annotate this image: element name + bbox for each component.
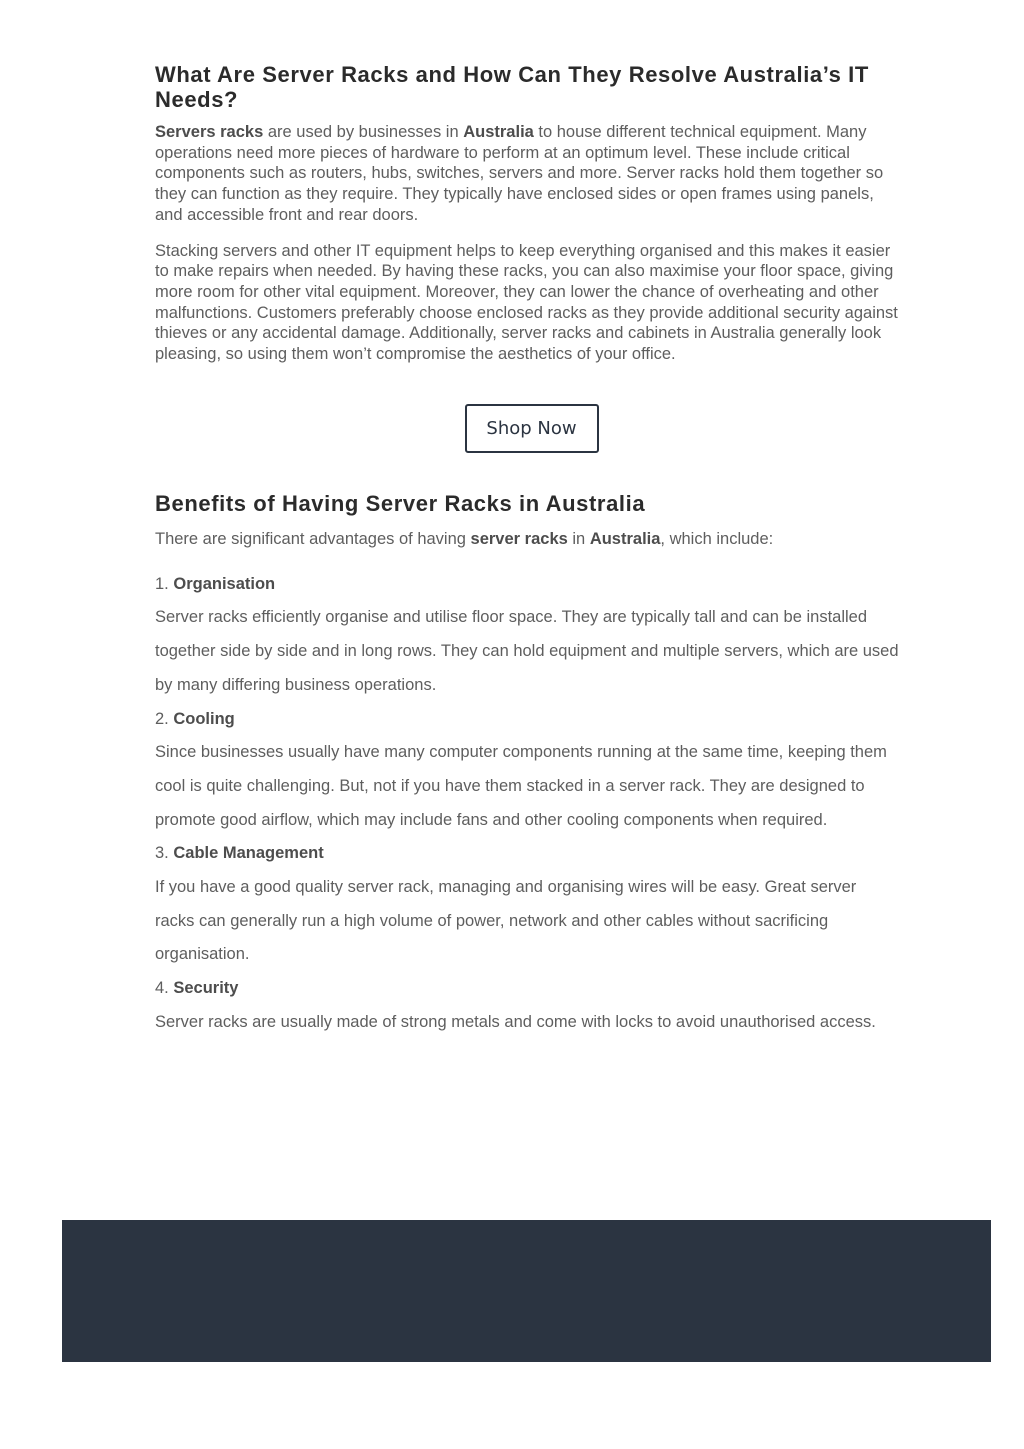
benefit-title (155, 837, 900, 871)
benefits-list (155, 568, 900, 1040)
benefit-name: Organisation (173, 574, 276, 593)
benefits-intro (155, 528, 900, 550)
article (155, 62, 900, 1040)
intro-text: There are significant advantages of having (155, 529, 471, 548)
benefit-name: Cable Management (173, 844, 324, 863)
list-item (155, 568, 900, 703)
intro-text: , which include: (660, 529, 774, 548)
benefit-description: Since businesses usually have many computer components running at the same time, keeping them cool is quite challenging. But, not if you have them stacked in a server rack. They are designed to promote good airflow, which may include fans and other cooling components when required. (155, 743, 887, 829)
button-row (155, 404, 900, 454)
benefit-number: 2. (155, 709, 174, 728)
intro-text: in (567, 529, 590, 548)
intro-paragraph (155, 122, 900, 226)
paragraph-text: are used by businesses in (263, 123, 464, 141)
bold-term: Australia (463, 123, 534, 141)
benefit-title (155, 703, 900, 737)
benefit-number: 4. (155, 979, 174, 998)
shop-now-button[interactable]: Shop Now (465, 404, 599, 453)
second-paragraph: Stacking servers and other IT equipment helps to keep everything organised and this makes it easier to make repairs when needed. By having these racks, you can also maximise your floor space, giving more room for other vital equipment. Moreover, they can lower the chance of overheating and other malfunctions. Customers preferably choose enclosed racks as they provide additional security against thieves or any accidental damage. Additionally, server racks and cabinets in Australia generally look pleasing, so using them won’t compromise the aesthetics of your office. (155, 241, 898, 364)
paragraph-text: to house different technical equipment. Many operations need more pieces of hardware to perform at an optimum level. These include critical components such as routers, hubs, switches, servers and more. Server racks hold them together so they can function as they require. They typically have enclosed sides or open frames using panels, and accessible front and rear doors. (155, 123, 884, 224)
page-title: What Are Server Racks and How Can They Resolve Australia’s IT Needs? (155, 62, 869, 112)
benefit-title (155, 972, 900, 1006)
bold-term: server racks (470, 529, 568, 548)
benefit-number: 1. (155, 574, 174, 593)
list-item (155, 837, 900, 972)
bold-term: Servers racks (155, 123, 264, 141)
benefit-name: Security (173, 979, 239, 998)
bold-term: Australia (589, 529, 661, 548)
list-item (155, 703, 900, 838)
list-item (155, 972, 900, 1039)
benefit-number: 3. (155, 844, 174, 863)
benefit-description: If you have a good quality server rack, managing and organising wires will be easy. Great server racks can generally run a high volume of power, network and other cables without sacrificing organisation. (155, 878, 857, 964)
benefit-description: Server racks efficiently organise and utilise floor space. They are typically tall and can be installed together side by side and in long rows. They can hold equipment and multiple servers, which are used by many differing business operations. (155, 608, 899, 694)
benefit-title (155, 568, 900, 602)
benefit-name: Cooling (173, 709, 235, 728)
footer-band (62, 1220, 991, 1362)
benefit-description: Server racks are usually made of strong metals and come with locks to avoid unauthorised access. (155, 1012, 876, 1031)
benefits-heading: Benefits of Having Server Racks in Australia (155, 490, 646, 516)
